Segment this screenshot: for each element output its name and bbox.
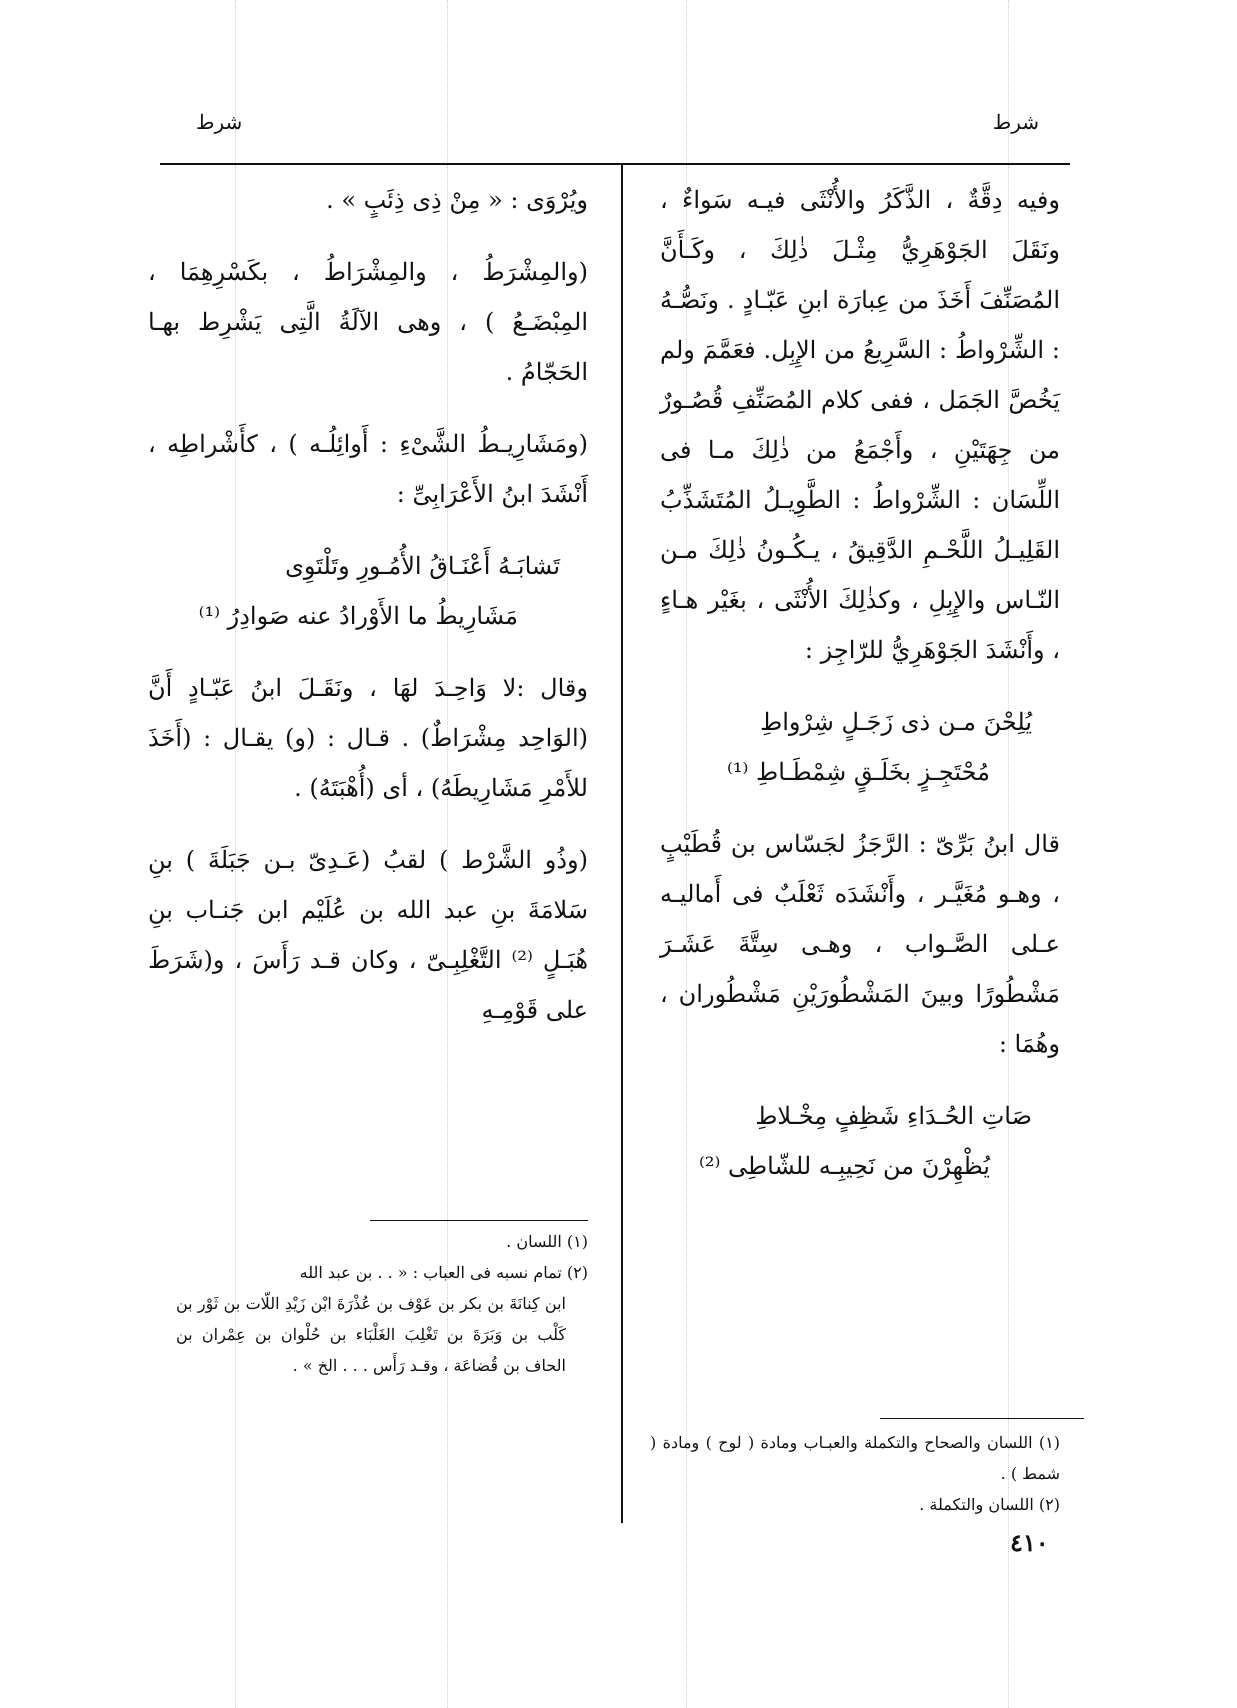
left-footnote-1: (١) اللسان . [506, 1232, 588, 1251]
left-footnote-2-continuation: ابن كِنانَةَ بن بكر بن عَوْف بن عُذْرَةَ ابْن زَيْدِ اللّات بن ثَوْر بن كَلْب بن وَبَرَةَ بن تَغْلِبَ الغَلْبَاء بن حُلْوان بن عِمْران بن الحاف بن قُضاعَة ، وقـد رَأَس . . . الخ » . [176, 1294, 566, 1375]
right-verse-2-line-2: يُظْهِرْنَ من نَحِيبِـه للشّاطِى ⁽²⁾ [698, 1152, 990, 1180]
left-column [148, 175, 588, 1035]
left-verse-line-1: تَشابَـهُ أَعْنَـاقُ الأُمُـورِ وتَلْتَوِى [285, 552, 560, 580]
right-footnote-2: (٢) اللسان والتكملة . [919, 1495, 1060, 1514]
page-number: ٤١٠ [1010, 1528, 1049, 1557]
left-paragraph-3: وقال :لا وَاحِـدَ لهَا ، ونَقَـلَ ابنُ عَبّـادٍ أَنَّ (الوَاحِد مِشْرَاطٌ) . قـال : (و) يقـال : (أَخَذَ للأَمْرِ مَشَارِيطَهُ) ، أى (أُهْبَتَهُ) . [148, 674, 588, 802]
right-paragraph-2: قال ابنُ بَرِّىّ : الرَّجَزُ لجَسّاس بن قُطَيْبٍ ، وهـو مُغَيَّـر ، وأَنْشَدَه ثَعْلَبٌ فى أَماليـه عـلى الصَّـواب ، وهـى سِتَّةَ عَشَـرَ مَشْطُورًا وبينَ المَشْطُورَيْنِ مَشْطُوران ، وهُمَا : [660, 830, 1060, 1058]
left-paragraph-4: (وذُو الشَّرْط ) لقبُ (عَـدِىّ بـن جَبَلَةَ ) بنِ سَلامَةَ بنِ عبد الله بن عُلَيْم ابن جَنـاب بنِ هُبَـلٍ ⁽²⁾ التَّغْلِبِـىّ ، وكان قـد رَأَسَ ، و(شَرَطَ على قَوْمِـهِ [148, 846, 588, 1024]
right-verse-1-line-1: يُلِحْنَ مـن ذى زَجَـلٍ شِرْواطِ [760, 708, 1032, 736]
left-verse-line-2: مَشَارِيطُ ما الأَوْرادُ عنه صَوادِرُ ⁽¹⁾ [198, 602, 518, 630]
right-column [660, 175, 1060, 1191]
right-footnote-1: (١) اللسان والصحاح والتكملة والعبـاب ومادة ( لوح ) ومادة ( شمط ) . [650, 1433, 1060, 1483]
footnotes-right [650, 1427, 1060, 1520]
left-paragraph-2: (ومَشَارِيـطُ الشَّىْءِ : أَوائِلُـه ) ، كأَشْراطِه ، أَنْشَدَ ابنُ الأَعْرَابِىِّ : [148, 430, 588, 508]
right-paragraph-1: وفيه دِقَّةٌ ، الذَّكَرُ والأُنْثَى فيـه سَواءٌ ، ونَقَلَ الجَوْهَرِيُّ مِثْـلَ ذٰلِكَ ، وكَـأَنَّ المُصَنِّفَ أَخَذَ من عِبارَة ابنِ عَبّـادٍ . ونَصُّـهُ : الشِّرْواطُ : السَّرِيعُ من الإِبِل. فعَمَّمَ ولم يَخُصَّ الجَمَل ، ففى كلام المُصَنِّفِ قُصُـورٌ من جِهَتَيْنِ ، وأَجْمَعُ من ذٰلِكَ مـا فى اللِّسَان : الشِّرْواطُ : الطَّوِيـلُ المُتَشَذِّبُ القَلِيـلُ اللَّحْـمِ الدَّقِيقُ ، يـكُـونُ ذٰلِكَ مـن النّـاس والإِبِلِ ، وكذٰلِكَ الأُنْثَى ، بغَيْر هـاءٍ ، وأَنْشَدَ الجَوْهَرِيُّ للرّاجِز : [660, 186, 1060, 664]
right-verse-2-line-1: صَاتِ الحُـدَاءِ شَظِفٍ مِخْـلاطِ [755, 1102, 1032, 1130]
right-verse-1-line-2: مُحْتَجِـزٍ بخَلَـقٍ شِمْطَـاطِ ⁽¹⁾ [726, 758, 990, 786]
column-divider [621, 165, 623, 1523]
footnote-rule-left [370, 1220, 588, 1221]
footnotes-left [176, 1226, 588, 1381]
header-rule [160, 163, 1070, 165]
footnote-rule-right [880, 1418, 1084, 1419]
left-paragraph-1: (والمِشْرَطُ ، والمِشْرَاطُ ، بكَسْرِهِمَا ، المِبْضَـعُ ) ، وهى الآلَةُ الَّتِى يَشْرِط بهـا الحَجّامُ . [148, 258, 588, 386]
left-footnote-2-first-line: (٢) تمام نسبه فى العباب : « . . بن عبد الله [299, 1263, 588, 1282]
left-line-1: ويُرْوَى : « مِنْ ذِى ذِئَبٍ » . [326, 186, 588, 214]
running-header-left: شرط [196, 110, 243, 134]
running-header-right: شرط [992, 110, 1039, 134]
